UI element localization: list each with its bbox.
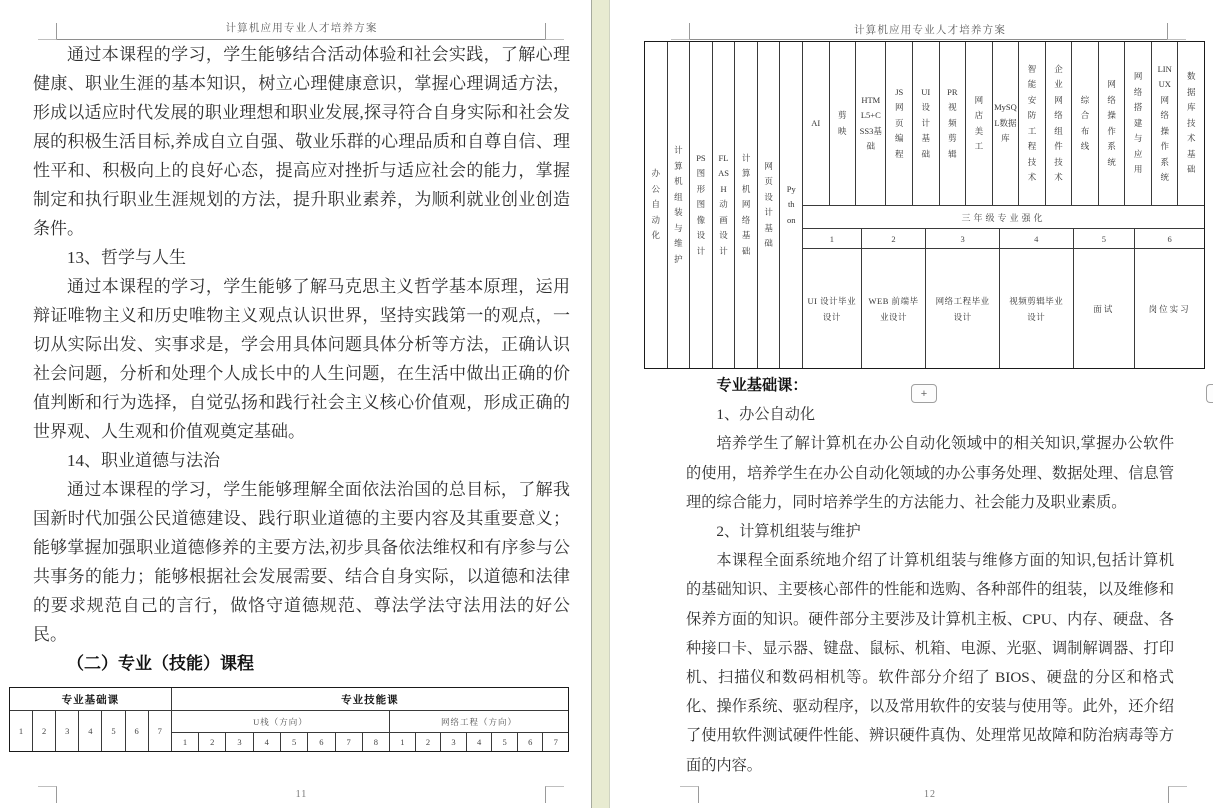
- insert-row-button[interactable]: +: [911, 384, 937, 403]
- heading-ethics: 14、职业道德与法治: [67, 451, 220, 470]
- term-cell: 7: [336, 733, 363, 751]
- course-schedule-table: [9, 687, 569, 752]
- course-column: 网络操作系统: [1099, 42, 1126, 205]
- crop-mark-top-left: [38, 23, 57, 40]
- term-cell: 4: [254, 733, 281, 751]
- page-gap-strip: [591, 0, 610, 808]
- course-column: FLASH动画设计: [713, 42, 736, 368]
- full-height-course-columns: [645, 42, 803, 368]
- course-column: 剪映: [830, 42, 857, 205]
- course-column: 数据库技术基础: [1186, 71, 1196, 175]
- page-header-title: 计算机应用专业人才培养方案: [225, 23, 378, 34]
- skill-course-header: 专业技能课: [341, 694, 399, 706]
- term-cell: 1: [390, 733, 416, 751]
- heading-computer-assembly: 2、计算机组装与维护: [716, 523, 861, 541]
- base-course-numbers: [10, 711, 172, 751]
- heading-office-automation: 1、办公自动化: [716, 406, 816, 424]
- term-cell: 6: [126, 711, 149, 751]
- term-cell: 8: [373, 737, 379, 747]
- page-number: 11: [295, 789, 308, 800]
- body-text: [686, 371, 1174, 780]
- curriculum-map-table: [644, 41, 1205, 369]
- term-cell: 3: [441, 733, 467, 751]
- table-header-row: [10, 688, 568, 711]
- heading-base-courses: 专业基础课：: [716, 377, 808, 394]
- term-cell: 4: [467, 733, 493, 751]
- heading-philosophy: 13、哲学与人生: [67, 248, 186, 267]
- term-cell: 1: [172, 733, 199, 751]
- paragraph: 通过本课程的学习，学生能够了解马克思主义哲学基本原理，运用辩证唯物主义和历史唯物主义观点认识世界，坚持实践第一的观点，一切从实际出发、实事求是，学会用具体问题具体分析等方法，正确认识社会问题，分析和处理个人成长中的人生问题，在生活中做出正确的价值判断和行为选择，自觉弘扬和践行社会主义核心价值观，形成正确的世界观、人生观和价值观奠定基础。: [33, 277, 570, 441]
- page-11: [0, 0, 591, 808]
- term-cell: 2: [862, 229, 927, 248]
- heading-skill-courses: （二）专业（技能）课程: [67, 654, 254, 673]
- paragraph: 本课程全面系统地介绍了计算机组装与维修方面的知识,包括计算机的基础知识、主要核心部件的性能和选购、各种部件的组装，以及维修和保养方面的知识。硬件部分主要涉及计算机主板、CPU、内存、硬盘、各种接口卡、显示器、键盘、鼠标、机箱、电源、光驱、调制解调器、打印机、扫描仪和数码相机等。软件部分介绍了 BIOS、硬盘的分区和格式化、操作系统、驱动程序，以及常用软件的安装与使用等。此外，还介绍了使用软件测试硬件性能、辨识硬件真伪、处理常见故障和防治病毒等方面的内容。: [686, 552, 1174, 774]
- upper-course-columns: [803, 42, 1204, 206]
- term-cell: 6: [518, 733, 544, 751]
- direction-numbers-row: [172, 733, 568, 751]
- ui-direction-header: U栈（方向）: [172, 711, 390, 732]
- course-column: JS网页编程: [886, 42, 913, 205]
- course-column: 网络搭建与应用: [1125, 42, 1152, 205]
- project-cell: WEB 前端毕业设计: [862, 249, 927, 368]
- term-cell: 3: [226, 733, 253, 751]
- course-column: LINUX网络操作系统: [1152, 42, 1179, 205]
- course-column: 网页设计基础: [758, 42, 781, 368]
- term-cell: 5: [281, 733, 308, 751]
- course-column: HTML5+CSS3基础: [856, 42, 886, 205]
- course-column: PR视频剪辑: [940, 42, 967, 205]
- course-column: PS图形图像设计: [690, 42, 713, 368]
- project-cell: 岗位实习: [1148, 303, 1191, 314]
- page-12: [610, 0, 1213, 808]
- term-cell: 1: [803, 229, 862, 248]
- course-column: 企业网络组件技术: [1046, 42, 1073, 205]
- term-cell: 3: [926, 229, 1000, 248]
- course-column: 智能安防工程技术: [1019, 42, 1046, 205]
- course-column: 综合布线: [1072, 42, 1099, 205]
- term-cell: 2: [33, 711, 56, 751]
- paragraph: 培养学生了解计算机在办公自动化领域中的相关知识,掌握办公软件的使用，培养学生在办公自动化领域的办公事务处理、数据处理、信息管理的综合能力，同时培养学生的方法能力、社会能力及职业素质。: [686, 435, 1174, 511]
- body-text: [33, 40, 570, 678]
- term-cell: 2: [416, 733, 442, 751]
- course-column: 网店美工: [966, 42, 993, 205]
- paragraph: 通过本课程的学习，学生能够理解全面依法治国的总目标，了解我国新时代加强公民道德建设、践行职业道德的主要内容及其重要意义；能够掌握加强职业道德修养的主要方法,初步具备依法维权和有序参与公共事务的能力；能够根据社会发展需要、结合自身实际，以道德和法律的要求规范自己的言行，做恪守道德规范、尊法学法守法用法的好公民。: [33, 480, 570, 644]
- course-column: 计算机网络基础: [735, 42, 758, 368]
- network-direction-numbers: [390, 733, 568, 751]
- grade3-section: [803, 42, 1204, 368]
- base-course-header: 专业基础课: [10, 688, 172, 710]
- term-cell: 3: [56, 711, 79, 751]
- ui-direction-numbers: [172, 733, 390, 751]
- header-rule: [690, 39, 1167, 40]
- grade3-strengthen-label: 三年级专业强化: [803, 206, 1204, 229]
- graduation-project-row: [803, 249, 1204, 368]
- crop-mark-top-right: [545, 23, 564, 40]
- page-header-title: 计算机应用专业人才培养方案: [853, 25, 1007, 36]
- course-column: 办公自动化: [645, 42, 668, 368]
- paragraph: 通过本课程的学习，学生能够结合活动体验和社会实践，了解心理健康、职业生涯的基本知识，树立心理健康意识，掌握心理调适方法，形成以适应时代发展的职业理想和职业发展,探寻符合自身实际和社会发展的积极生活目标,养成自立自强、敬业乐群的心理品质和自尊自信、理性平和、积极向上的良好心态，提高应对挫折与适应社会的能力，掌握制定和执行职业生涯规划的方法，提升职业素养，为顺利就业创业创造条件。: [33, 45, 570, 238]
- project-cell: 网络工程毕业设计: [926, 249, 1000, 368]
- term-cell: 5: [492, 733, 518, 751]
- direction-header-row: [172, 711, 568, 733]
- network-direction-header: 网络工程（方向）: [441, 716, 518, 727]
- course-column: MySQL数据库: [993, 42, 1020, 205]
- page-number: 12: [924, 789, 936, 800]
- term-cell: 6: [308, 733, 335, 751]
- project-cell: UI 设计毕业设计: [803, 249, 862, 368]
- course-column: Python: [780, 42, 803, 368]
- crop-mark-top-right: [1167, 23, 1186, 40]
- term-cell: 5: [102, 711, 125, 751]
- term-cell: 6: [1167, 233, 1172, 244]
- grade3-term-numbers: [803, 229, 1204, 249]
- project-cell: 面试: [1074, 249, 1136, 368]
- term-cell: 4: [79, 711, 102, 751]
- insert-row-button-partial[interactable]: [1206, 384, 1213, 403]
- course-column: UI设计基础: [913, 42, 940, 205]
- term-cell: 1: [10, 711, 33, 751]
- term-cell: 7: [157, 726, 162, 736]
- term-cell: 4: [1000, 229, 1074, 248]
- term-cell: 2: [199, 733, 226, 751]
- term-cell: 5: [1074, 229, 1136, 248]
- crop-mark-top-left: [671, 23, 690, 40]
- term-cell: 7: [553, 737, 558, 747]
- table-body: [10, 711, 568, 751]
- project-cell: 视频剪辑毕业设计: [1000, 249, 1074, 368]
- course-column: AI: [803, 42, 830, 205]
- skill-course-section: [172, 711, 568, 751]
- course-column: 计算机组装与维护: [668, 42, 691, 368]
